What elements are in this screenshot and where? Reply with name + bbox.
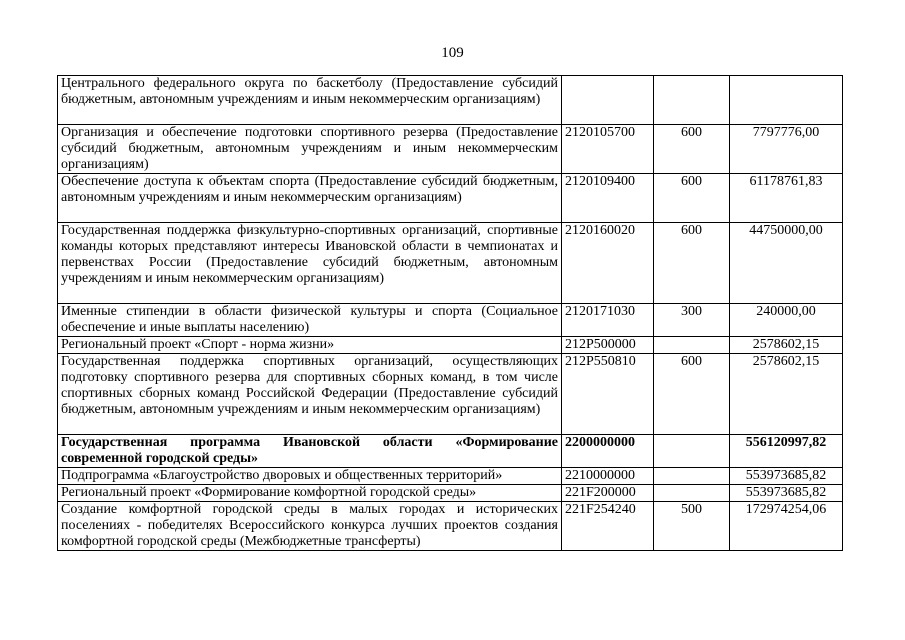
- table-row: [58, 468, 843, 485]
- table-row-program: [58, 435, 843, 468]
- row-amount: 553973685,82: [730, 468, 843, 485]
- row-expense-type: 600: [654, 174, 730, 223]
- table-row: [58, 223, 843, 304]
- row-expense-type: [654, 435, 730, 468]
- row-amount: 7797776,00: [730, 125, 843, 174]
- row-amount: 240000,00: [730, 304, 843, 337]
- row-expense-type: [654, 337, 730, 354]
- row-expense-type: [654, 76, 730, 125]
- row-expense-type: 500: [654, 502, 730, 551]
- row-description: Государственная программа Ивановской области «Формирование современной городской среды»: [58, 435, 562, 468]
- row-description: Государственная поддержка физкультурно-спортивных организаций, спортивные команды которых представляют интересы Ивановской области в чемпионатах и первенствах России (Предоставление субсидий бюджетным, автономным учреждениям и иным некоммерческим организациям): [58, 223, 562, 304]
- row-target-code: 221F200000: [562, 485, 654, 502]
- row-expense-type: 600: [654, 223, 730, 304]
- row-description: Именные стипендии в области физической культуры и спорта (Социальное обеспечение и иные выплаты населению): [58, 304, 562, 337]
- table-row: [58, 354, 843, 435]
- row-expense-type: [654, 485, 730, 502]
- budget-table: [57, 75, 843, 551]
- row-description: Обеспечение доступа к объектам спорта (Предоставление субсидий бюджетным, автономным учреждениям и иным некоммерческим организациям): [58, 174, 562, 223]
- row-target-code: [562, 76, 654, 125]
- row-expense-type: 600: [654, 125, 730, 174]
- row-amount: 556120997,82: [730, 435, 843, 468]
- table-row: [58, 76, 843, 125]
- row-amount: 2578602,15: [730, 337, 843, 354]
- row-description: Государственная поддержка спортивных организаций, осуществляющих подготовку спортивного резерва для спортивных сборных команд, в том числе спортивных сборных команд Российской Федерации (Предоставление субсидий бюджетным, автономным учреждениям и иным некоммерческим организациям): [58, 354, 562, 435]
- row-target-code: 2120171030: [562, 304, 654, 337]
- row-target-code: 212P500000: [562, 337, 654, 354]
- row-amount: 61178761,83: [730, 174, 843, 223]
- row-target-code: 2120109400: [562, 174, 654, 223]
- row-description: Региональный проект «Спорт - норма жизни»: [58, 337, 562, 354]
- table-row: [58, 125, 843, 174]
- row-description: Организация и обеспечение подготовки спортивного резерва (Предоставление субсидий бюджетным, автономным учреждениям и иным некоммерческим организациям): [58, 125, 562, 174]
- table-row: [58, 174, 843, 223]
- row-target-code: 2200000000: [562, 435, 654, 468]
- row-expense-type: [654, 468, 730, 485]
- row-expense-type: 600: [654, 354, 730, 435]
- row-description: Центрального федерального округа по баскетболу (Предоставление субсидий бюджетным, автономным учреждениям и иным некоммерческим организациям): [58, 76, 562, 125]
- page-number: 109: [441, 45, 464, 61]
- row-target-code: 221F254240: [562, 502, 654, 551]
- table-row: [58, 502, 843, 551]
- table-row: [58, 485, 843, 502]
- table-row: [58, 304, 843, 337]
- row-target-code: 212P550810: [562, 354, 654, 435]
- row-target-code: 2120105700: [562, 125, 654, 174]
- row-amount: 172974254,06: [730, 502, 843, 551]
- budget-table-body: [58, 76, 843, 551]
- row-description: Подпрограмма «Благоустройство дворовых и общественных территорий»: [58, 468, 562, 485]
- row-amount: 553973685,82: [730, 485, 843, 502]
- row-expense-type: 300: [654, 304, 730, 337]
- row-amount: 2578602,15: [730, 354, 843, 435]
- row-amount: 44750000,00: [730, 223, 843, 304]
- row-description: Создание комфортной городской среды в малых городах и исторических поселениях - победителях Всероссийского конкурса лучших проектов создания комфортной городской среды (Межбюджетные трансферты): [58, 502, 562, 551]
- table-row: [58, 337, 843, 354]
- row-target-code: 2120160020: [562, 223, 654, 304]
- row-amount: [730, 76, 843, 125]
- row-description: Региональный проект «Формирование комфортной городской среды»: [58, 485, 562, 502]
- row-target-code: 2210000000: [562, 468, 654, 485]
